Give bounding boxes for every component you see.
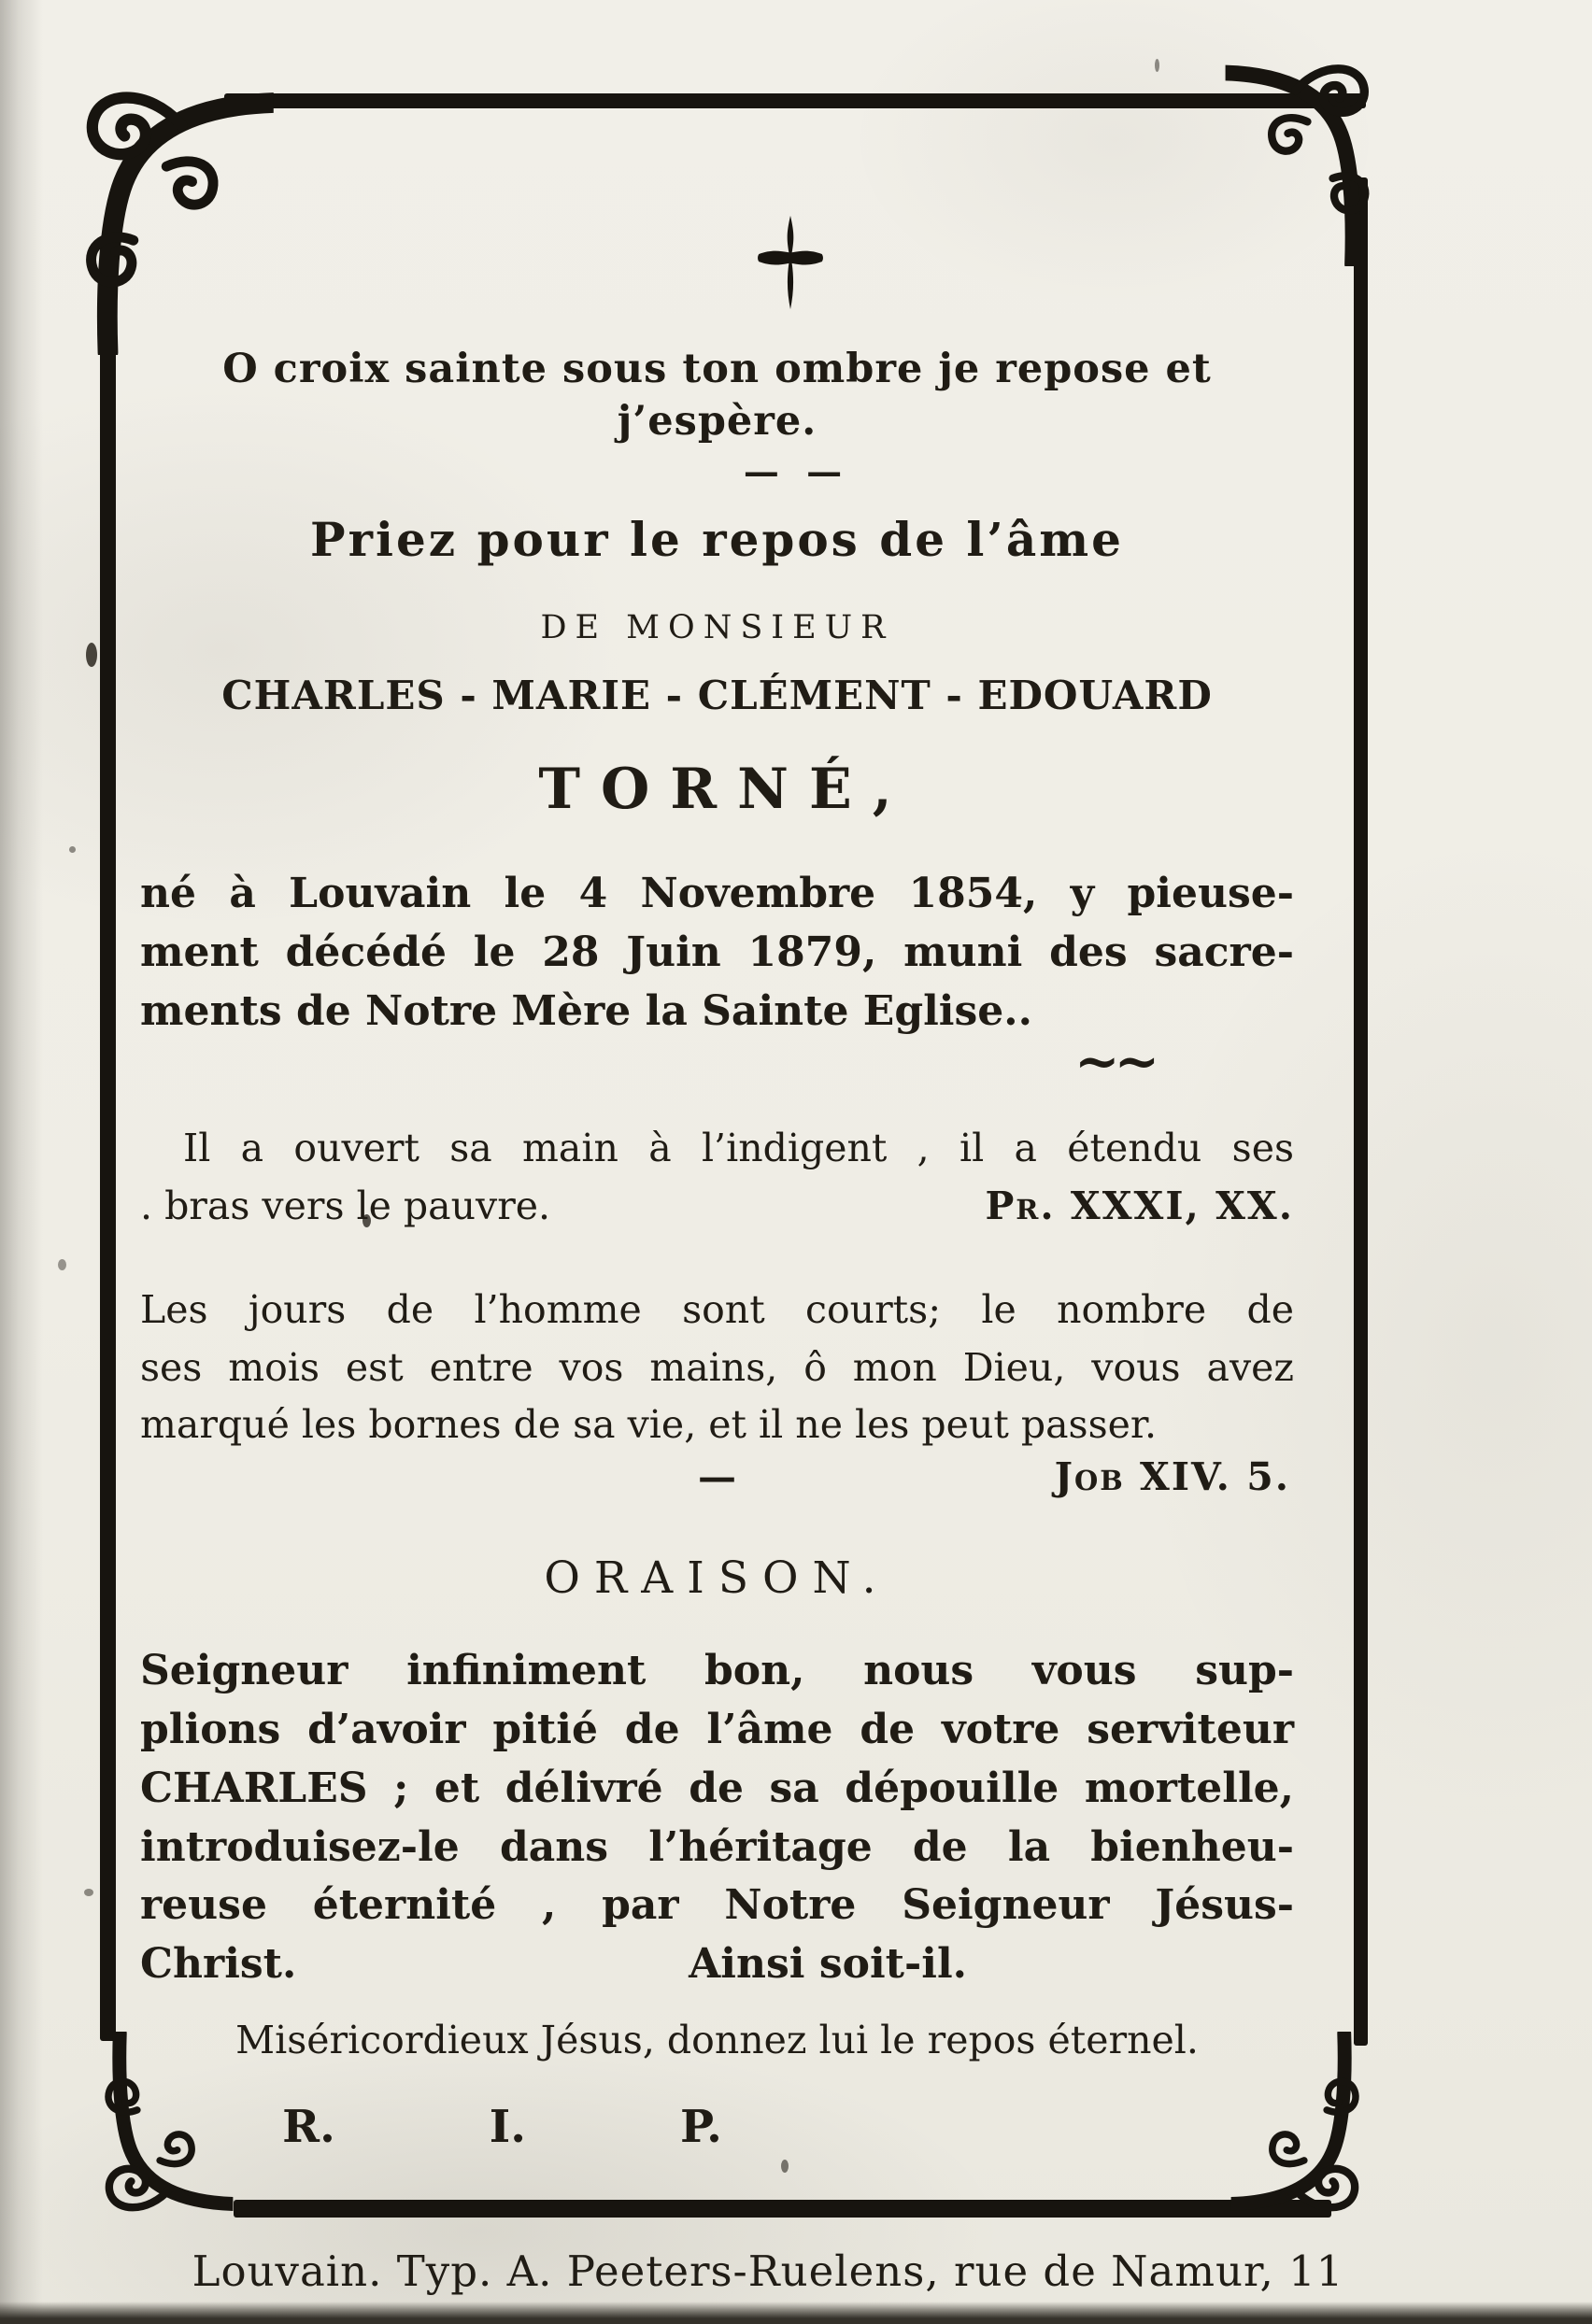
rip-letter-r: R. [282, 2100, 335, 2153]
frame-border-right [1354, 177, 1368, 2046]
oraison-line: introduisez-le dans l’héritage de la bienheu- [140, 1822, 1294, 1871]
oraison-line: plions d’avoir pitié de l’âme de votre serviteur [140, 1705, 1294, 1753]
scan-speckle [84, 1889, 93, 1896]
biography-paragraph [140, 865, 1294, 1042]
scan-speckle [69, 846, 76, 853]
frame-border-top [224, 93, 1366, 108]
oraison-line: Christ. [140, 1940, 297, 1989]
scan-speckle [86, 643, 97, 667]
scripture-citation: Pr. XXXI, XX. [985, 1183, 1294, 1228]
scan-speckle [58, 1259, 66, 1270]
oraison-line: CHARLES ; et délivré de sa dépouille mortelle, [140, 1764, 1294, 1812]
divider-single-dash: — [698, 1453, 736, 1499]
oraison-paragraph [140, 1642, 1294, 1994]
frame-border-left [100, 346, 116, 2041]
subtitle-de-monsieur: DE MONSIEUR [540, 609, 894, 647]
biography-line: né à Louvain le 4 Novembre 1854, y pieuse- [140, 870, 1294, 918]
rip-letter-i: I. [489, 2100, 526, 2153]
oraison-title: ORAISON. [544, 1552, 890, 1604]
scripture-line: marqué les bornes de sa vie, et il ne les peut passer. [140, 1402, 1158, 1448]
job-citation-row [140, 1454, 1294, 1512]
rip-letter-p: P. [679, 2100, 722, 2153]
cross-icon [756, 198, 825, 327]
epigraph: O croix sainte sous ton ombre je repose et j’espère. [222, 346, 1212, 445]
scan-speckle [1155, 59, 1159, 72]
rip-row [140, 2101, 1294, 2153]
card-body [140, 112, 1294, 2153]
biography-line: ment décédé le 28 Juin 1879, muni des sacre- [140, 928, 1294, 977]
cross-wrap [140, 198, 1294, 331]
frame-border-bottom [234, 2200, 1331, 2218]
divider-double-dash: — — [743, 449, 850, 492]
invocation: Miséricordieux Jésus, donnez lui le repos éternel. [235, 2018, 1199, 2063]
scripture-line: . bras vers le pauvre. [140, 1183, 551, 1228]
scripture-line: Les jours de l’homme sont courts; le nombre de [140, 1287, 1294, 1333]
oraison-line: Seigneur infiniment bon, nous vous sup- [140, 1646, 1294, 1694]
prayer-request-title: Priez pour le repos de l’âme [310, 512, 1124, 568]
scan-speckle [781, 2160, 789, 2173]
divider-wavy: ~~ [1074, 1029, 1155, 1094]
scripture-citation: Job XIV. 5. [1054, 1453, 1290, 1499]
biography-line: ments de Notre Mère la Sainte Eglise.. [140, 987, 1032, 1036]
surname: TORNÉ, [538, 757, 913, 823]
scripture-job [140, 1282, 1294, 1454]
printer-imprint: Louvain. Typ. A. Peeters-Ruelens, rue de Namur, 11 [192, 2246, 1344, 2296]
oraison-closing: Ainsi soit-il. [689, 1940, 967, 1989]
given-names: CHARLES - MARIE - CLÉMENT - EDOUARD [221, 672, 1213, 718]
scripture-line: ses mois est entre vos mains, ô mon Dieu, vous avez [140, 1344, 1294, 1390]
oraison-line: reuse éternité , par Notre Seigneur Jésus- [140, 1881, 1294, 1930]
scan-edge-shadow-bottom [0, 2302, 1592, 2324]
scripture-proverbs [140, 1120, 1294, 1235]
scripture-line: Il a ouvert sa main à l’indigent , il a étendu ses [183, 1126, 1294, 1171]
scan-edge-shadow-left [0, 0, 45, 2324]
